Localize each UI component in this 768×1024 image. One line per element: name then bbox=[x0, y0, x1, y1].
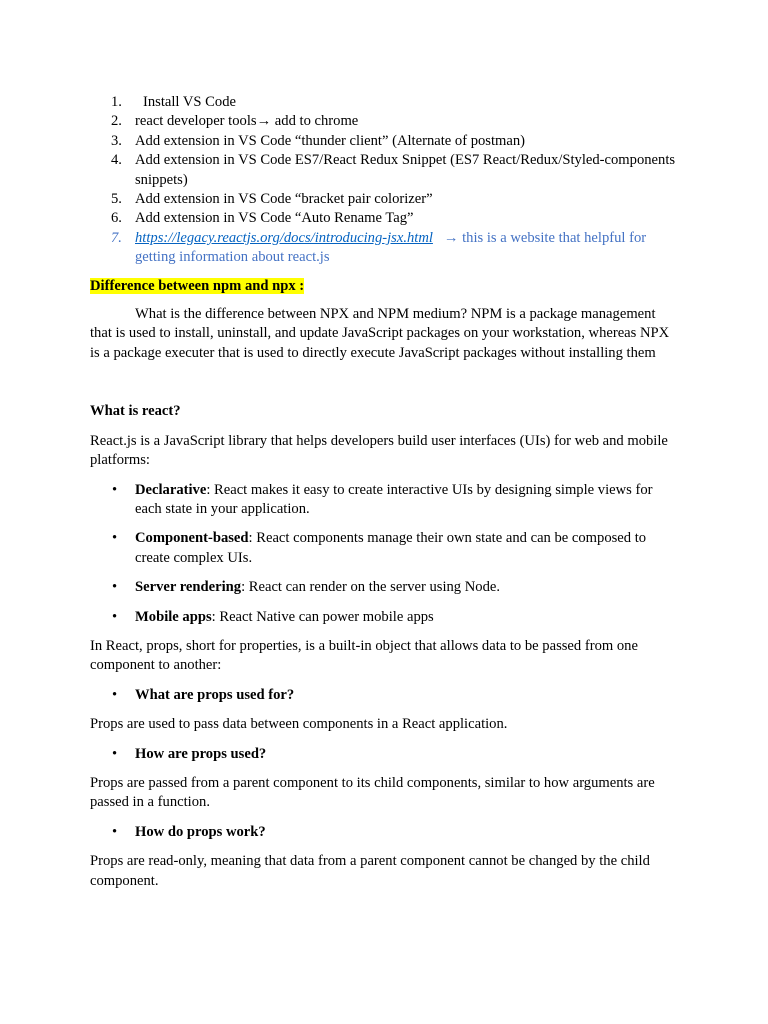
list-item bbox=[90, 686, 680, 705]
bullet-icon: • bbox=[112, 530, 118, 547]
feature-term: Mobile apps bbox=[135, 608, 212, 625]
feature-desc: : React can render on the server using Node. bbox=[241, 579, 501, 596]
props-answer: Props are used to pass data between components in a React application. bbox=[90, 716, 508, 733]
list-number: 7. bbox=[111, 229, 122, 246]
feature-term: Component-based bbox=[135, 530, 249, 547]
list-item bbox=[90, 823, 680, 842]
list-number: 4. bbox=[111, 152, 122, 169]
list-item bbox=[90, 151, 680, 190]
npm-npx-paragraph: What is the difference between NPX and NPM medium? NPM is a package management that is used to install, uninstall, and update JavaScript packages on your workstation, whereas NPX is a package executer that is used to directly execute JavaScript packages without installing them bbox=[90, 306, 670, 361]
bullet-icon: • bbox=[112, 481, 118, 498]
list-item bbox=[90, 190, 680, 209]
bullet-icon: • bbox=[112, 686, 118, 703]
list-item bbox=[90, 529, 680, 568]
what-is-react-heading: What is react? bbox=[90, 403, 181, 420]
props-answer: Props are read-only, meaning that data from a parent component cannot be changed by the child component. bbox=[90, 853, 650, 889]
bullet-icon: • bbox=[112, 823, 118, 840]
list-text: react developer tools bbox=[135, 113, 257, 130]
link-note: this is a website that helpful for getting information about react.js bbox=[135, 229, 647, 266]
list-item bbox=[90, 112, 680, 131]
react-features-list bbox=[90, 481, 680, 627]
list-item bbox=[90, 608, 680, 627]
props-question: How are props used? bbox=[135, 745, 267, 762]
right-arrow-icon: → bbox=[256, 113, 272, 130]
list-number: 1. bbox=[111, 94, 122, 110]
feature-desc: : React makes it easy to create interactive UIs by designing simple views for each state in your application. bbox=[135, 481, 653, 517]
list-number: 3. bbox=[111, 132, 122, 149]
list-item bbox=[90, 93, 680, 112]
list-number: 2. bbox=[111, 113, 122, 130]
feature-term: Server rendering bbox=[135, 579, 242, 596]
list-text: Install VS Code bbox=[143, 94, 236, 110]
list-text-after: add to chrome bbox=[271, 113, 359, 130]
npm-npx-heading bbox=[90, 277, 680, 296]
props-intro-paragraph: In React, props, short for properties, is a built-in object that allows data to be passed from one component to another: bbox=[90, 637, 638, 674]
react-intro-paragraph: React.js is a JavaScript library that helps developers build user interfaces (UIs) for web and mobile platforms: bbox=[90, 432, 668, 469]
props-answer: Props are passed from a parent component to its child components, similar to how arguments are passed in a function. bbox=[90, 774, 655, 811]
document-content bbox=[90, 93, 680, 891]
props-question: How do props work? bbox=[135, 823, 266, 840]
list-text: Add extension in VS Code ES7/React Redux Snippet (ES7 React/Redux/Styled-components snippets) bbox=[135, 152, 676, 188]
setup-steps-list bbox=[90, 93, 680, 268]
props-question-list bbox=[90, 745, 680, 764]
reactjs-docs-link[interactable]: https://legacy.reactjs.org/docs/introducing-jsx.html bbox=[135, 229, 433, 246]
list-item bbox=[90, 578, 680, 597]
list-number: 6. bbox=[111, 210, 122, 227]
right-arrow-icon: → bbox=[443, 229, 459, 246]
feature-desc: : React components manage their own state and can be composed to create complex UIs. bbox=[135, 530, 647, 566]
bullet-icon: • bbox=[112, 608, 118, 625]
list-text: Add extension in VS Code “bracket pair colorizer” bbox=[135, 191, 433, 208]
list-item bbox=[90, 481, 680, 520]
feature-desc: : React Native can power mobile apps bbox=[211, 608, 434, 625]
bullet-icon: • bbox=[112, 579, 118, 596]
list-number: 5. bbox=[111, 191, 122, 208]
props-question-list bbox=[90, 686, 680, 705]
list-item bbox=[90, 745, 680, 764]
list-item bbox=[90, 132, 680, 151]
bullet-icon: • bbox=[112, 745, 118, 762]
list-text: Add extension in VS Code “Auto Rename Tag” bbox=[135, 210, 414, 227]
highlighted-heading-text: Difference between npm and npx : bbox=[90, 277, 305, 294]
list-item bbox=[90, 209, 680, 228]
props-question: What are props used for? bbox=[135, 686, 295, 703]
props-question-list bbox=[90, 823, 680, 842]
list-item bbox=[90, 229, 680, 268]
feature-term: Declarative bbox=[135, 481, 207, 498]
list-text: Add extension in VS Code “thunder client” (Alternate of postman) bbox=[135, 132, 526, 149]
